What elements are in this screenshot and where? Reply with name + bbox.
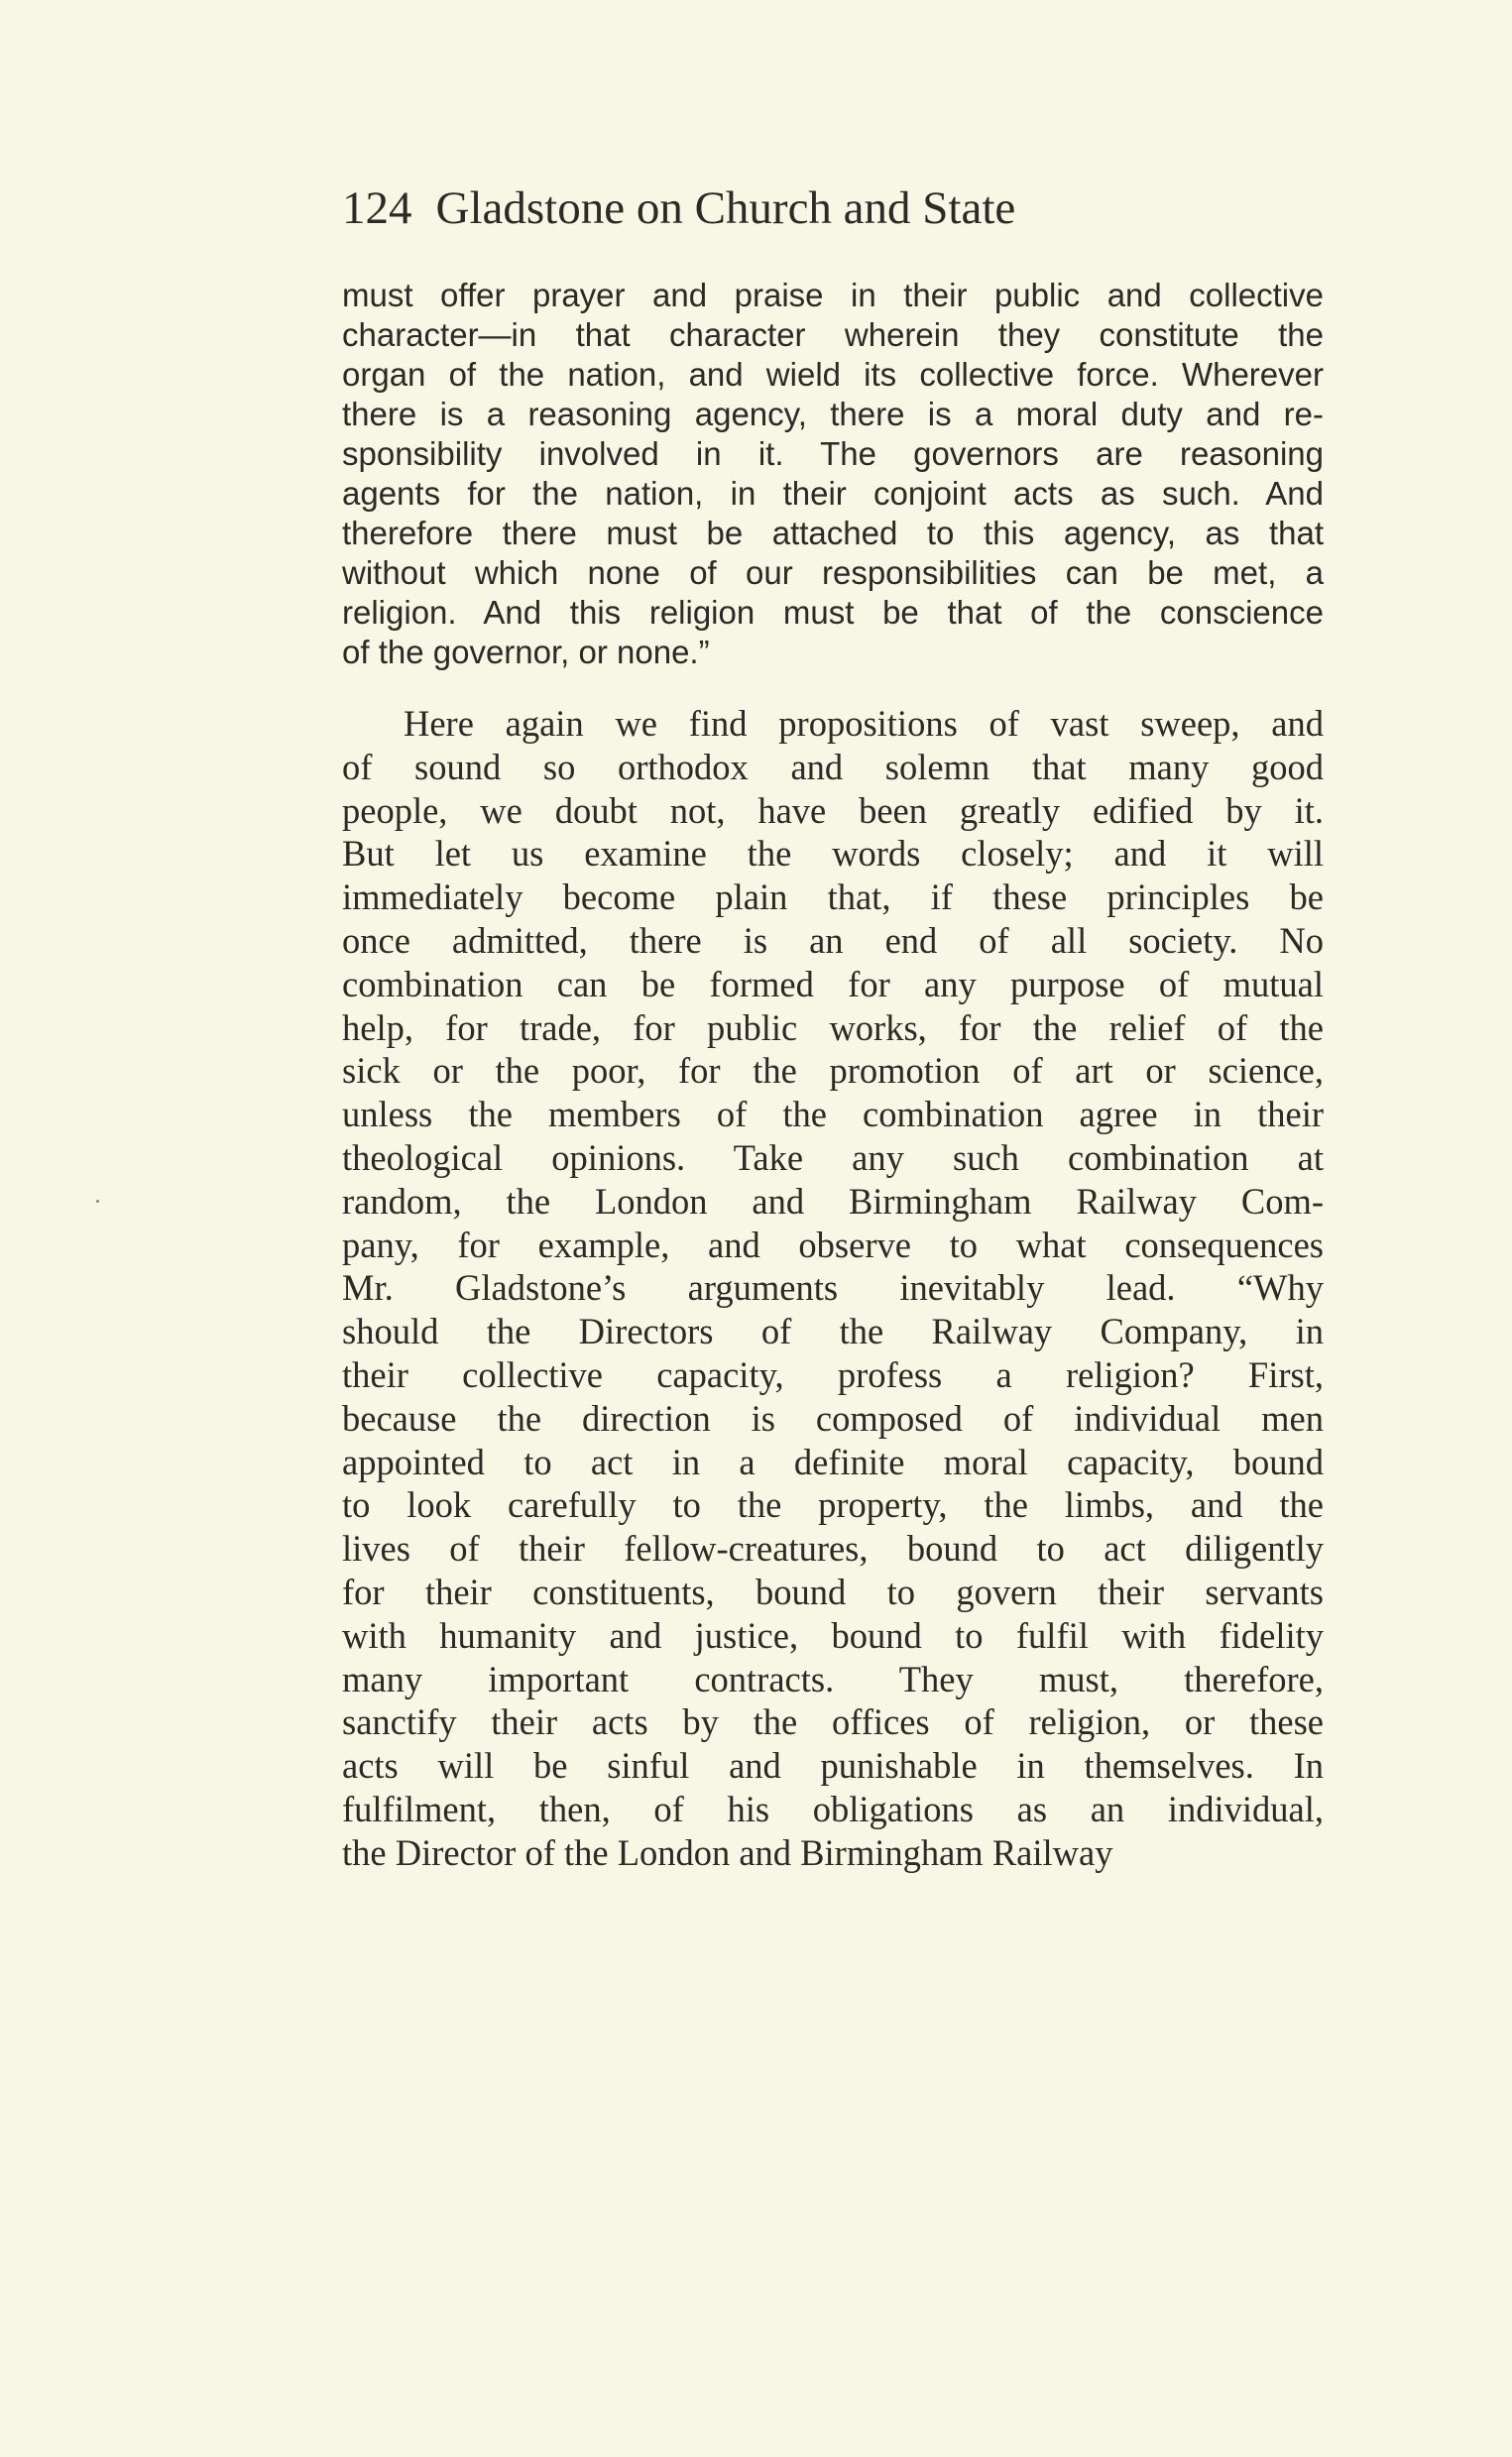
body-line: their collective capacity, profess a religion? First, <box>342 1353 1324 1395</box>
running-title: Gladstone on Church and State <box>435 182 1016 234</box>
body-line: combination can be formed for any purpose of mutual <box>342 963 1324 1004</box>
quote-line: must offer prayer and praise in their public and collective <box>342 277 1324 313</box>
body-line: people, we doubt not, have been greatly edified by it. <box>342 789 1324 831</box>
quote-line: agents for the nation, in their conjoint acts as such. And <box>342 475 1324 512</box>
page-number: 124 <box>342 182 412 234</box>
quote-line: therefore there must be attached to this agency, as that <box>342 515 1324 551</box>
body-line: lives of their fellow-creatures, bound to act diligently <box>342 1528 1324 1570</box>
body-line: Mr. Gladstone’s arguments inevitably lead. “Why <box>342 1267 1324 1309</box>
body-line: to look carefully to the property, the limbs, and the <box>342 1484 1324 1526</box>
body-line: for their constituents, bound to govern their servants <box>342 1571 1324 1612</box>
body-line: because the direction is composed of individual men <box>342 1397 1324 1439</box>
body-line: unless the members of the combination agree in their <box>342 1094 1324 1135</box>
body-line: sanctify their acts by the offices of religion, or these <box>342 1701 1324 1743</box>
quote-line: sponsibility involved in it. The governors are reasoning <box>342 435 1324 472</box>
body-line: help, for trade, for public works, for the relief of the <box>342 1006 1324 1048</box>
running-head <box>342 178 1324 238</box>
quote-line: character—in that character wherein they constitute the <box>342 316 1324 353</box>
body-line: acts will be sinful and punishable in themselves. In <box>342 1745 1324 1787</box>
body-line: once admitted, there is an end of all society. No <box>342 919 1324 961</box>
body-line: theological opinions. Take any such combination at <box>342 1136 1324 1178</box>
body-line: sick or the poor, for the promotion of art or science, <box>342 1050 1324 1092</box>
body-line: pany, for example, and observe to what consequences <box>342 1224 1324 1265</box>
body-line: But let us examine the words closely; and it will <box>342 833 1324 875</box>
body-line: should the Directors of the Railway Company, in <box>342 1311 1324 1352</box>
quote-line: religion. And this religion must be that of the conscience <box>342 594 1324 631</box>
quote-line: there is a reasoning agency, there is a moral duty and re- <box>342 396 1324 432</box>
body-line: of sound so orthodox and solemn that many good <box>342 746 1324 787</box>
body-line: random, the London and Birmingham Railway Com- <box>342 1180 1324 1222</box>
body-line: fulfilment, then, of his obligations as an individual, <box>342 1788 1324 1829</box>
quotation-block <box>342 276 1324 672</box>
body-line: appointed to act in a definite moral capacity, bound <box>342 1441 1324 1482</box>
body-line: many important contracts. They must, therefore, <box>342 1658 1324 1699</box>
body-line: immediately become plain that, if these principles be <box>342 877 1324 918</box>
quote-line: of the governor, or none.” <box>342 634 710 670</box>
quote-line: organ of the nation, and wield its collective force. Wherever <box>342 356 1324 393</box>
body-paragraph <box>342 702 1324 1875</box>
paper-speck <box>96 1200 99 1203</box>
body-line: with humanity and justice, bound to fulfil with fidelity <box>342 1614 1324 1656</box>
body-line: Here again we find propositions of vast sweep, and <box>404 703 1324 744</box>
quote-line: without which none of our responsibilities can be met, a <box>342 554 1324 591</box>
body-line: the Director of the London and Birmingham Railway <box>342 1831 1113 1873</box>
